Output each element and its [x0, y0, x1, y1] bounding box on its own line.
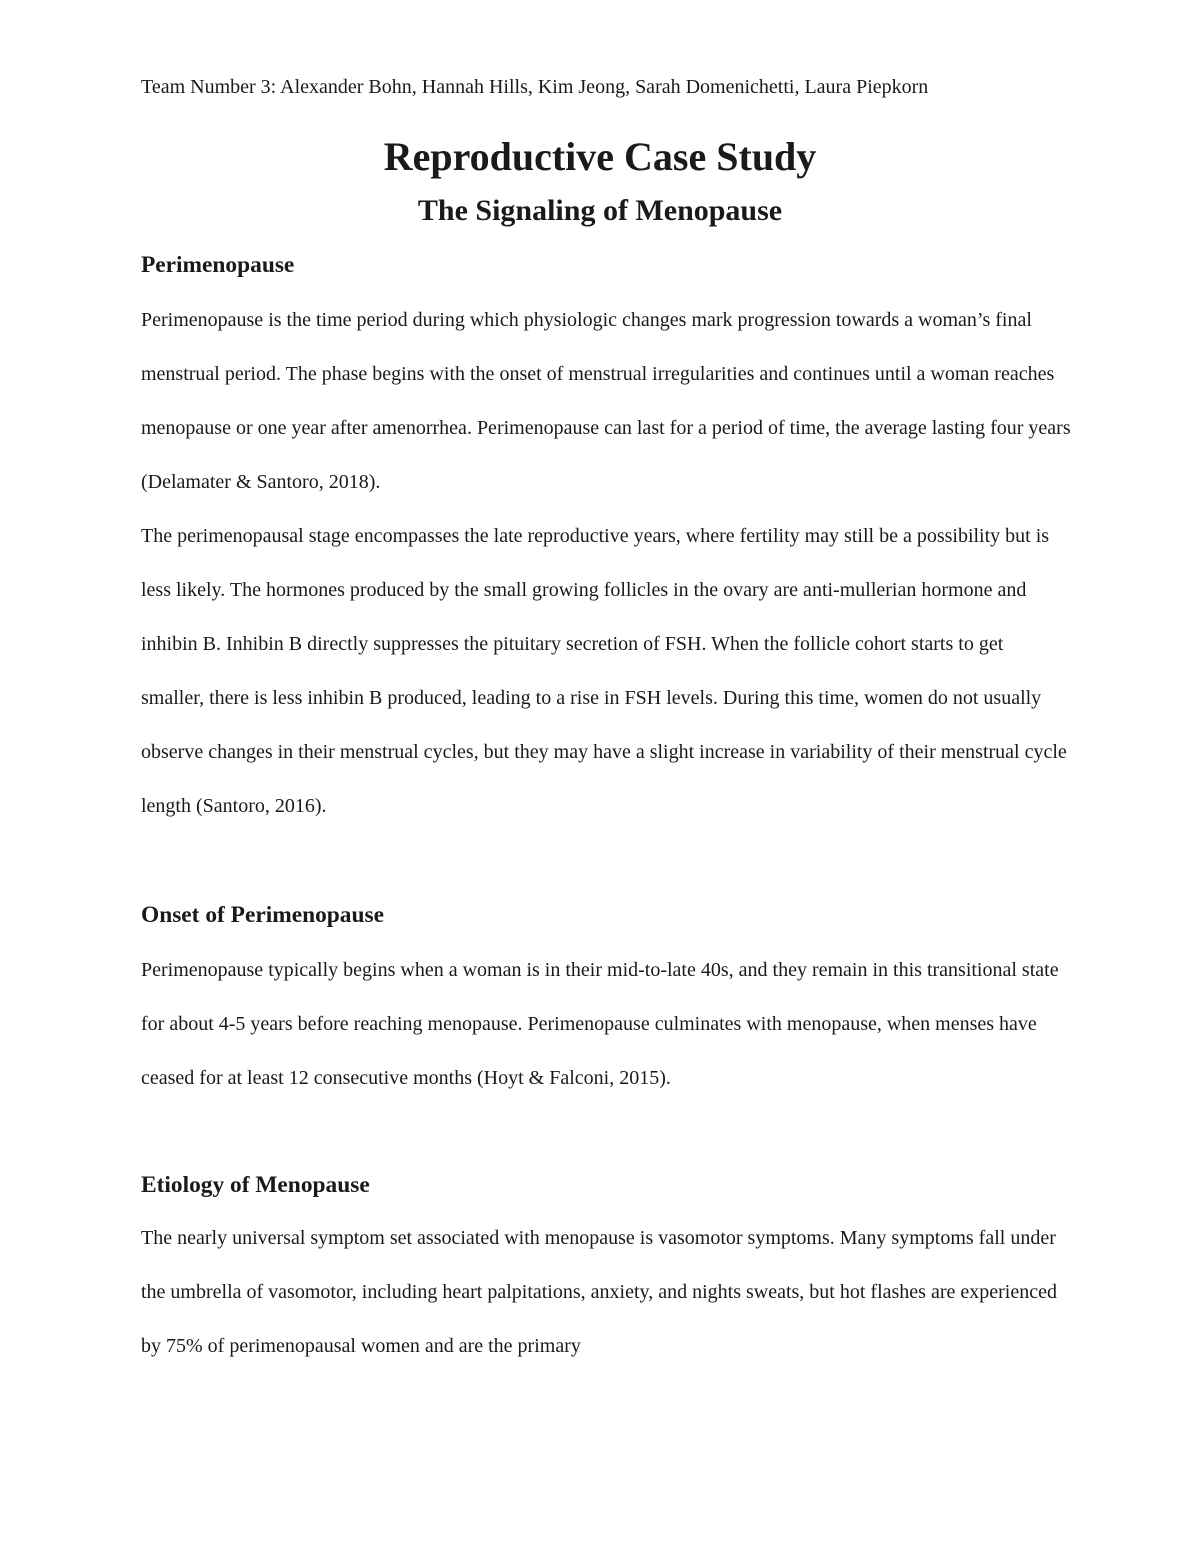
team-members-line: Team Number 3: Alexander Bohn, Hannah Hills, Kim Jeong, Sarah Domenichetti, Laura Piepkorn [141, 76, 929, 98]
document-title: Reproductive Case Study [383, 134, 817, 179]
section-heading-etiology: Etiology of Menopause [141, 1172, 370, 1198]
etiology-paragraph: The nearly universal symptom set associated with menopause is vasomotor symptoms. Many symptoms fall under the umbrella of vasomotor, including heart palpitations, anxiety, and nights sweats, but hot flashes are experienced by 75% of perimenopausal women and are the primary [141, 1227, 1057, 1357]
section-heading-perimenopause: Perimenopause [141, 252, 295, 278]
document-subtitle: The Signaling of Menopause [417, 194, 783, 227]
onset-paragraph: Perimenopause typically begins when a woman is in their mid-to-late 40s, and they remain in this transitional state for about 4-5 years before reaching menopause. Perimenopause culminates with menopause, when menses have ceased for at least 12 consecutive months (Hoyt & Falconi, 2015). [141, 959, 1059, 1089]
perimenopause-paragraph-1: Perimenopause is the time period during which physiologic changes mark progression towards a woman’s final menstrual period. The phase begins with the onset of menstrual irregularities and continues until a woman reaches menopause or one year after amenorrhea. Perimenopause can last for a period of time, the average lasting four years (Delamater & Santoro, 2018). [141, 309, 1071, 493]
perimenopause-paragraph-2: The perimenopausal stage encompasses the late reproductive years, where fertility may still be a possibility but is less likely. The hormones produced by the small growing follicles in the ovary are anti-mullerian hormone and inhibin B. Inhibin B directly suppresses the pituitary secretion of FSH. When the follicle cohort starts to get smaller, there is less inhibin B produced, leading to a rise in FSH levels. During this time, women do not usually observe changes in their menstrual cycles, but they may have a slight increase in variability of their menstrual cycle length (Santoro, 2016). [141, 525, 1067, 817]
section-heading-onset: Onset of Perimenopause [141, 902, 384, 928]
